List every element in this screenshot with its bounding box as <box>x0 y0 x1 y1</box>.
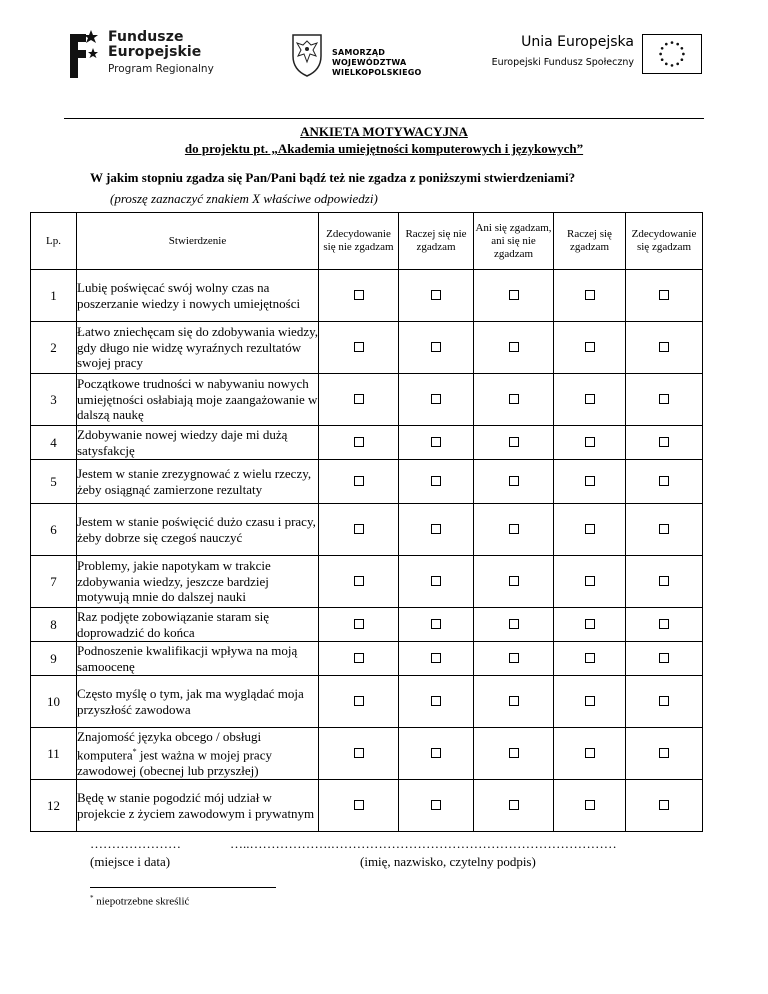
statement-text: Początkowe trudności w nabywaniu nowych umiejętności osłabiają moje zaangażowanie w dalszą naukę <box>77 374 319 426</box>
table-row <box>31 642 703 676</box>
answer-checkbox[interactable] <box>659 748 669 758</box>
table-row <box>31 780 703 832</box>
ue-logo-line1: Unia Europejska <box>521 34 634 50</box>
answer-checkbox[interactable] <box>659 476 669 486</box>
answer-checkbox[interactable] <box>585 342 595 352</box>
answer-cell <box>626 642 703 676</box>
statement-text: Jestem w stanie zrezygnować z wielu rzeczy, żeby osiągnąć zamierzone rezultaty <box>77 460 319 504</box>
answer-cell <box>474 642 554 676</box>
answer-checkbox[interactable] <box>659 619 669 629</box>
eagle-crest-icon <box>290 32 324 78</box>
statement-text: Lubię poświęcać swój wolny czas na poszerzanie wiedzy i nowych umiejętności <box>77 270 319 322</box>
statement-text: Podnoszenie kwalifikacji wpływa na moją samoocenę <box>77 642 319 676</box>
answer-cell <box>474 322 554 374</box>
footnote-ref-mark: * <box>132 747 137 757</box>
wielkopolska-logo <box>290 32 460 80</box>
answer-cell <box>626 608 703 642</box>
answer-checkbox[interactable] <box>354 476 364 486</box>
answer-checkbox[interactable] <box>431 524 441 534</box>
answer-cell <box>554 504 626 556</box>
answer-checkbox[interactable] <box>509 342 519 352</box>
answer-checkbox[interactable] <box>659 394 669 404</box>
eu-star <box>681 47 684 50</box>
answer-checkbox[interactable] <box>354 394 364 404</box>
answer-checkbox[interactable] <box>509 290 519 300</box>
document-title: ANKIETA MOTYWACYJNA <box>300 124 468 139</box>
answer-checkbox[interactable] <box>585 576 595 586</box>
fe-logo-line2: Europejskie <box>108 44 202 60</box>
answer-checkbox[interactable] <box>431 476 441 486</box>
answer-checkbox[interactable] <box>585 748 595 758</box>
answer-cell <box>399 728 474 780</box>
header-logos <box>64 28 704 88</box>
answer-checkbox[interactable] <box>585 800 595 810</box>
eu-star <box>665 63 668 66</box>
answer-cell <box>319 608 399 642</box>
survey-table <box>30 212 703 832</box>
answer-checkbox[interactable] <box>659 800 669 810</box>
answer-cell <box>626 270 703 322</box>
answer-checkbox[interactable] <box>431 437 441 447</box>
statement-text: Raz podjęte zobowiązanie staram się doprowadzić do końca <box>77 608 319 642</box>
answer-checkbox[interactable] <box>431 800 441 810</box>
signature-label: (imię, nazwisko, czytelny podpis) <box>360 854 536 869</box>
place-date-label: (miejsce i data) <box>90 854 171 869</box>
answer-checkbox[interactable] <box>354 748 364 758</box>
row-number: 10 <box>31 676 77 728</box>
answer-cell <box>626 460 703 504</box>
answer-cell <box>399 608 474 642</box>
answer-checkbox[interactable] <box>354 800 364 810</box>
answer-cell <box>399 642 474 676</box>
statement-text-part: Znajomość języka obcego / obsługi komputera <box>77 728 262 763</box>
table-row <box>31 728 703 780</box>
statement-text: Będę w stanie pogodzić mój udział w projekcie z życiem zawodowym i prywatnym <box>77 780 319 832</box>
answer-cell <box>474 780 554 832</box>
answer-cell <box>319 426 399 460</box>
answer-cell <box>554 556 626 608</box>
answer-cell <box>626 504 703 556</box>
statement-text <box>77 728 319 780</box>
answer-cell <box>626 322 703 374</box>
answer-checkbox[interactable] <box>431 653 441 663</box>
row-number: 2 <box>31 322 77 374</box>
answer-checkbox[interactable] <box>354 653 364 663</box>
statement-text: Problemy, jakie napotykam w trakcie zdobywania wiedzy, jeszcze bardziej motywują mnie do dalszej nauki <box>77 556 319 608</box>
answer-checkbox[interactable] <box>585 696 595 706</box>
eu-star <box>681 58 684 61</box>
answer-cell <box>474 728 554 780</box>
answer-checkbox[interactable] <box>431 394 441 404</box>
fe-logo-text <box>108 30 214 76</box>
answer-cell <box>319 460 399 504</box>
fe-logo-line1: Fundusze <box>108 29 184 45</box>
document-subtitle: do projektu pt. „Akademia umiejętności komputerowych i językowych” <box>184 141 584 156</box>
header-option-1: Zdecydowanie się nie zgadzam <box>319 213 399 270</box>
row-number: 11 <box>31 728 77 780</box>
row-number: 3 <box>31 374 77 426</box>
answer-cell <box>554 426 626 460</box>
header-option-5: Zdecydowanie się zgadzam <box>626 213 703 270</box>
header-lp: Lp. <box>31 213 77 270</box>
statement-text: Zdobywanie nowej wiedzy daje mi dużą satysfakcję <box>77 426 319 460</box>
statement-text: Łatwo zniechęcam się do zdobywania wiedzy, gdy długo nie widzę wyraźnych rezultatów swojej pracy <box>77 322 319 374</box>
answer-checkbox[interactable] <box>509 619 519 629</box>
signature-dots: …..……………….………………………………………………………… <box>230 836 617 851</box>
answer-cell <box>474 504 554 556</box>
table-row <box>31 608 703 642</box>
answer-checkbox[interactable] <box>509 800 519 810</box>
fundusze-europejskie-logo <box>64 28 244 84</box>
row-number: 8 <box>31 608 77 642</box>
answer-cell <box>399 676 474 728</box>
answer-cell <box>554 322 626 374</box>
answer-cell <box>474 556 554 608</box>
answer-cell <box>399 504 474 556</box>
answer-cell <box>626 556 703 608</box>
table-row <box>31 322 703 374</box>
answer-checkbox[interactable] <box>431 696 441 706</box>
answer-cell <box>626 728 703 780</box>
survey-instruction: (proszę zaznaczyć znakiem X właściwe odpowiedzi) <box>110 191 378 206</box>
table-row <box>31 270 703 322</box>
answer-checkbox[interactable] <box>354 290 364 300</box>
answer-checkbox[interactable] <box>354 437 364 447</box>
header-statement: Stwierdzenie <box>77 213 319 270</box>
header-option-3: Ani się zgadzam, ani się nie zgadzam <box>474 213 554 270</box>
answer-cell <box>319 556 399 608</box>
answer-cell <box>554 780 626 832</box>
row-number: 4 <box>31 426 77 460</box>
answer-checkbox[interactable] <box>585 437 595 447</box>
answer-cell <box>319 780 399 832</box>
eu-star <box>671 41 674 44</box>
answer-cell <box>554 608 626 642</box>
row-number: 5 <box>31 460 77 504</box>
answer-checkbox[interactable] <box>509 748 519 758</box>
eu-star <box>661 58 664 61</box>
answer-checkbox[interactable] <box>354 576 364 586</box>
row-number: 12 <box>31 780 77 832</box>
eu-star <box>671 64 674 67</box>
answer-cell <box>554 728 626 780</box>
answer-cell <box>474 374 554 426</box>
eu-star <box>661 47 664 50</box>
table-row <box>31 556 703 608</box>
answer-cell <box>399 374 474 426</box>
eu-star <box>676 63 679 66</box>
answer-cell <box>319 504 399 556</box>
wlkp-logo-text <box>332 48 460 78</box>
statement-text: Jestem w stanie poświęcić dużo czasu i pracy, żeby dobrze się czegoś nauczyć <box>77 504 319 556</box>
footnote <box>90 894 189 908</box>
answer-cell <box>399 426 474 460</box>
statement-text: Często myślę o tym, jak ma wyglądać moja przyszłość zawodowa <box>77 676 319 728</box>
answer-cell <box>474 426 554 460</box>
answer-checkbox[interactable] <box>509 696 519 706</box>
survey-question: W jakim stopniu zgadza się Pan/Pani bądź też nie zgadza z poniższymi stwierdzeniami? <box>90 170 576 185</box>
answer-checkbox[interactable] <box>659 342 669 352</box>
answer-checkbox[interactable] <box>354 524 364 534</box>
answer-checkbox[interactable] <box>509 524 519 534</box>
answer-cell <box>554 642 626 676</box>
answer-checkbox[interactable] <box>509 576 519 586</box>
answer-cell <box>554 676 626 728</box>
answer-checkbox[interactable] <box>431 576 441 586</box>
answer-cell <box>319 374 399 426</box>
header-divider <box>64 118 704 119</box>
answer-cell <box>474 460 554 504</box>
answer-checkbox[interactable] <box>585 524 595 534</box>
footnote-divider <box>90 887 276 888</box>
answer-checkbox[interactable] <box>659 524 669 534</box>
wlkp-logo-line2: WIELKOPOLSKIEGO <box>332 68 422 77</box>
answer-cell <box>554 460 626 504</box>
answer-checkbox[interactable] <box>659 290 669 300</box>
footnote-mark: * <box>90 894 94 902</box>
header-option-4: Raczej się zgadzam <box>554 213 626 270</box>
answer-cell <box>626 374 703 426</box>
answer-cell <box>474 270 554 322</box>
answer-cell <box>319 270 399 322</box>
header-option-2: Raczej się nie zgadzam <box>399 213 474 270</box>
answer-cell <box>319 642 399 676</box>
answer-checkbox[interactable] <box>585 619 595 629</box>
table-row <box>31 504 703 556</box>
survey-body <box>31 270 703 832</box>
answer-checkbox[interactable] <box>585 653 595 663</box>
answer-checkbox[interactable] <box>659 696 669 706</box>
answer-checkbox[interactable] <box>585 290 595 300</box>
answer-cell <box>626 676 703 728</box>
answer-checkbox[interactable] <box>509 476 519 486</box>
answer-cell <box>554 374 626 426</box>
eu-star <box>665 43 668 46</box>
row-number: 6 <box>31 504 77 556</box>
answer-checkbox[interactable] <box>431 290 441 300</box>
answer-checkbox[interactable] <box>509 437 519 447</box>
eu-star <box>682 53 685 56</box>
answer-cell <box>319 728 399 780</box>
answer-cell <box>626 780 703 832</box>
answer-checkbox[interactable] <box>431 342 441 352</box>
answer-checkbox[interactable] <box>509 653 519 663</box>
row-number: 1 <box>31 270 77 322</box>
eu-flag-icon <box>642 34 702 74</box>
eu-star <box>659 53 662 56</box>
answer-checkbox[interactable] <box>509 394 519 404</box>
wlkp-logo-line1: SAMORZĄD WOJEWÓDZTWA <box>332 48 407 67</box>
answer-cell <box>399 322 474 374</box>
footnote-text: niepotrzebne skreślić <box>93 895 190 908</box>
answer-cell <box>474 608 554 642</box>
row-number: 9 <box>31 642 77 676</box>
statement-text-part: jest ważna w mojej pracy zawodowej (obecnej lub przyszłej) <box>77 747 272 778</box>
place-date-dots: ………………… <box>90 836 181 851</box>
eu-star <box>676 43 679 46</box>
answer-checkbox[interactable] <box>431 748 441 758</box>
answer-cell <box>474 676 554 728</box>
table-row <box>31 426 703 460</box>
answer-cell <box>319 322 399 374</box>
answer-checkbox[interactable] <box>659 653 669 663</box>
unia-europejska-logo <box>492 32 704 80</box>
table-row <box>31 460 703 504</box>
table-header-row <box>31 213 703 270</box>
answer-checkbox[interactable] <box>354 619 364 629</box>
answer-checkbox[interactable] <box>659 437 669 447</box>
answer-checkbox[interactable] <box>354 696 364 706</box>
answer-checkbox[interactable] <box>585 476 595 486</box>
answer-cell <box>399 556 474 608</box>
answer-checkbox[interactable] <box>585 394 595 404</box>
answer-cell <box>399 460 474 504</box>
fe-logo-line3: Program Regionalny <box>108 63 214 75</box>
table-row <box>31 676 703 728</box>
answer-checkbox[interactable] <box>431 619 441 629</box>
answer-cell <box>319 676 399 728</box>
answer-checkbox[interactable] <box>354 342 364 352</box>
fe-stars-logo-icon <box>66 28 100 82</box>
ue-logo-text <box>492 34 634 71</box>
answer-cell <box>554 270 626 322</box>
ue-logo-line2: Europejski Fundusz Społeczny <box>491 57 634 68</box>
answer-cell <box>626 426 703 460</box>
answer-cell <box>399 270 474 322</box>
table-row <box>31 374 703 426</box>
answer-checkbox[interactable] <box>659 576 669 586</box>
row-number: 7 <box>31 556 77 608</box>
answer-cell <box>399 780 474 832</box>
